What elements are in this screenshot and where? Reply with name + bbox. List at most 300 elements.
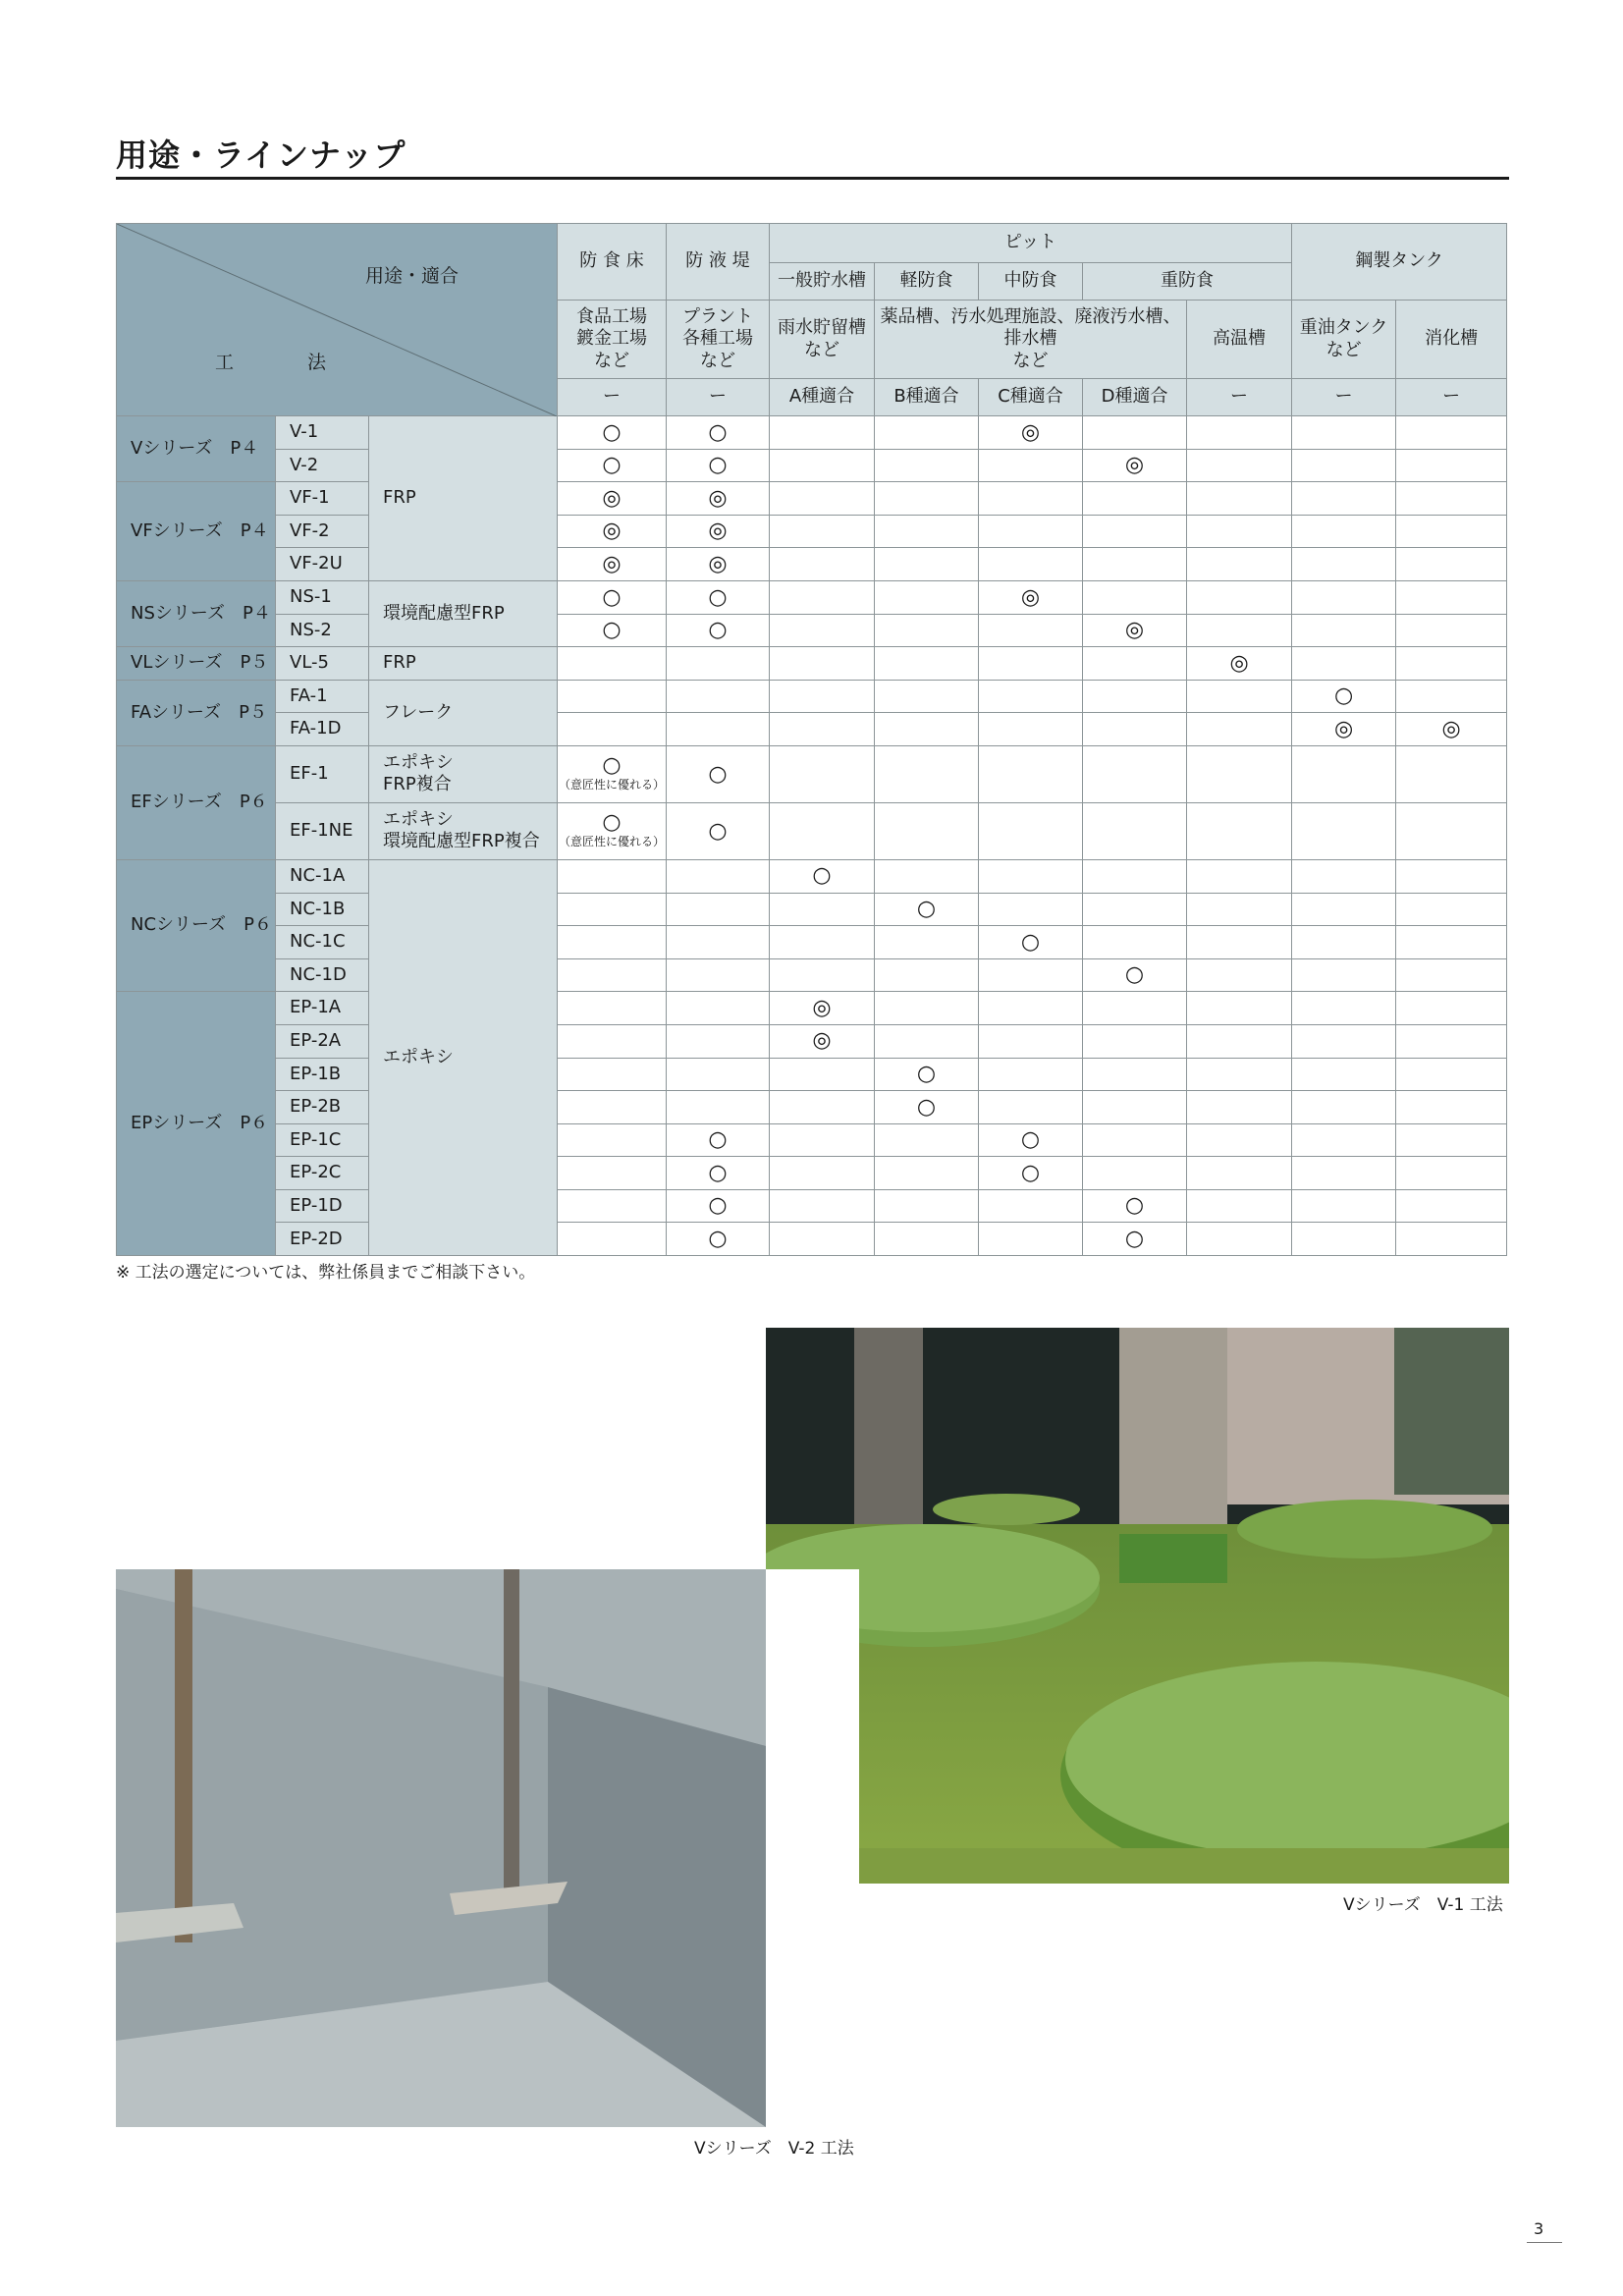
suitability-cell — [770, 416, 875, 450]
suitability-cell — [1083, 548, 1187, 581]
suitability-cell — [1292, 1123, 1396, 1157]
suitability-cell — [875, 515, 979, 548]
series-name: EFシリーズ P６ — [117, 745, 276, 859]
suitability-cell — [558, 1091, 667, 1124]
table-row — [117, 647, 1507, 681]
suitability-cell — [770, 1157, 875, 1190]
suitability-cell — [875, 1223, 979, 1256]
suitability-cell — [979, 647, 1083, 681]
circle-mark: ○ — [708, 1160, 728, 1185]
suitability-cell — [1187, 958, 1292, 992]
method-code: EP-2B — [276, 1091, 369, 1124]
suitability-cell — [1083, 647, 1187, 681]
suitability-cell — [770, 1223, 875, 1256]
suitability-cell — [1292, 449, 1396, 482]
double-circle-mark: ◎ — [1333, 716, 1354, 741]
suitability-cell — [1083, 926, 1187, 959]
suitability-cell — [1292, 1157, 1396, 1190]
design-note: （意匠性に優れる） — [559, 835, 666, 849]
suitability-cell — [770, 1123, 875, 1157]
material-type: 環境配慮型FRP — [369, 580, 558, 646]
method-code: VF-2 — [276, 515, 369, 548]
circle-mark: ○ — [1124, 1193, 1145, 1219]
suitability-cell — [667, 449, 770, 482]
table-row — [117, 893, 1507, 926]
suitability-cell — [1187, 680, 1292, 713]
suitability-cell — [1396, 893, 1507, 926]
suitability-cell — [1292, 802, 1396, 859]
double-circle-mark: ◎ — [708, 519, 728, 544]
table-row — [117, 958, 1507, 992]
lineup-table-body — [117, 224, 1507, 1256]
example-koon: 高温槽 — [1187, 301, 1292, 379]
method-code: NC-1D — [276, 958, 369, 992]
suitability-cell — [875, 958, 979, 992]
suitability-cell — [558, 859, 667, 893]
suitability-cell — [875, 745, 979, 802]
circle-mark: ○ — [1124, 1227, 1145, 1252]
table-row — [117, 548, 1507, 581]
suitability-cell — [1396, 580, 1507, 614]
method-code: V-2 — [276, 449, 369, 482]
page-title: 用途・ラインナップ — [116, 137, 406, 174]
circle-mark: ○ — [1333, 683, 1354, 709]
table-row — [117, 1123, 1507, 1157]
double-circle-mark: ◎ — [602, 551, 622, 576]
method-code: V-1 — [276, 416, 369, 450]
circle-mark: ○ — [1124, 962, 1145, 988]
suitability-cell — [1292, 1223, 1396, 1256]
suitability-cell — [979, 1058, 1083, 1091]
suitability-cell — [1292, 926, 1396, 959]
page-number-rule — [1527, 2242, 1562, 2243]
suitability-cell — [875, 416, 979, 450]
suitability-cell — [1292, 580, 1396, 614]
suitability-cell — [770, 1091, 875, 1124]
circle-mark: ○ — [602, 453, 622, 478]
table-row — [117, 1223, 1507, 1256]
suitability-cell — [1396, 1123, 1507, 1157]
suitability-cell — [875, 1189, 979, 1223]
double-circle-mark: ◎ — [1124, 618, 1145, 643]
circle-mark: ○ — [602, 752, 622, 778]
method-code: VF-1 — [276, 482, 369, 516]
suitability-cell — [1396, 1189, 1507, 1223]
suitability-cell — [1187, 1123, 1292, 1157]
suitability-cell — [667, 1223, 770, 1256]
suitability-cell — [1187, 580, 1292, 614]
suitability-cell — [1187, 1189, 1292, 1223]
suitability-cell — [770, 515, 875, 548]
suitability-cell — [1396, 548, 1507, 581]
suitability-cell — [875, 859, 979, 893]
series-name: VLシリーズ P５ — [117, 647, 276, 681]
method-code: NS-1 — [276, 580, 369, 614]
suitability-cell — [558, 802, 667, 859]
double-circle-mark: ◎ — [1020, 419, 1041, 445]
suitability-cell — [875, 893, 979, 926]
suitability-cell — [667, 859, 770, 893]
table-row — [117, 1157, 1507, 1190]
suitability-cell — [667, 893, 770, 926]
suitability-cell — [667, 1157, 770, 1190]
suitability-cell — [1187, 449, 1292, 482]
suitability-cell — [558, 992, 667, 1025]
suitability-cell — [1292, 680, 1396, 713]
suitability-cell — [979, 1157, 1083, 1190]
suitability-cell — [770, 1189, 875, 1223]
grade-cell: ー — [558, 379, 667, 416]
suitability-cell — [1292, 1189, 1396, 1223]
suitability-cell — [667, 992, 770, 1025]
method-code: NS-2 — [276, 614, 369, 647]
suitability-cell — [1396, 449, 1507, 482]
double-circle-mark: ◎ — [1441, 716, 1461, 741]
suitability-cell — [979, 992, 1083, 1025]
lineup-table — [116, 223, 1507, 1256]
table-row — [117, 580, 1507, 614]
suitability-cell — [875, 1123, 979, 1157]
suitability-cell — [875, 580, 979, 614]
circle-mark: ○ — [602, 584, 622, 610]
suitability-cell — [979, 859, 1083, 893]
suitability-cell — [875, 482, 979, 516]
material-type: フレーク — [369, 680, 558, 745]
method-code: NC-1A — [276, 859, 369, 893]
circle-mark: ○ — [708, 618, 728, 643]
circle-mark: ○ — [1020, 1160, 1041, 1185]
suitability-cell — [875, 449, 979, 482]
suitability-cell — [1396, 416, 1507, 450]
suitability-cell — [770, 614, 875, 647]
design-note: （意匠性に優れる） — [559, 778, 666, 793]
table-row — [117, 449, 1507, 482]
suitability-cell — [1396, 680, 1507, 713]
header-pit-ippan: 一般貯水槽 — [770, 263, 875, 301]
photo-v2-caption: Vシリーズ V-2 工法 — [694, 2139, 854, 2159]
suitability-cell — [558, 926, 667, 959]
suitability-cell — [667, 416, 770, 450]
circle-mark: ○ — [708, 761, 728, 787]
suitability-cell — [1187, 1058, 1292, 1091]
method-code: EP-1B — [276, 1058, 369, 1091]
suitability-cell — [1292, 548, 1396, 581]
suitability-cell — [558, 1058, 667, 1091]
suitability-cell — [770, 926, 875, 959]
suitability-cell — [979, 515, 1083, 548]
circle-mark: ○ — [602, 809, 622, 835]
suitability-cell — [1396, 1058, 1507, 1091]
suitability-cell — [1083, 1189, 1187, 1223]
suitability-cell — [667, 1024, 770, 1058]
header-bousyoku: 防 食 床 — [558, 224, 667, 301]
method-code: EP-1D — [276, 1189, 369, 1223]
suitability-cell — [979, 1123, 1083, 1157]
circle-mark: ○ — [708, 419, 728, 445]
suitability-cell — [667, 802, 770, 859]
suitability-cell — [1083, 515, 1187, 548]
suitability-cell — [667, 647, 770, 681]
suitability-cell — [1187, 647, 1292, 681]
method-code: EP-2A — [276, 1024, 369, 1058]
double-circle-mark: ◎ — [602, 485, 622, 511]
series-name: VFシリーズ P４ — [117, 482, 276, 581]
suitability-cell — [1083, 680, 1187, 713]
series-name: FAシリーズ P５ — [117, 680, 276, 745]
suitability-cell — [770, 482, 875, 516]
suitability-cell — [1396, 713, 1507, 746]
series-name: EPシリーズ P６ — [117, 992, 276, 1256]
suitability-cell — [1292, 1058, 1396, 1091]
suitability-cell — [667, 515, 770, 548]
circle-mark: ○ — [916, 1062, 937, 1087]
suitability-cell — [558, 647, 667, 681]
suitability-cell — [979, 680, 1083, 713]
suitability-cell — [558, 893, 667, 926]
suitability-cell — [1292, 958, 1396, 992]
suitability-cell — [1083, 1223, 1187, 1256]
suitability-cell — [1396, 482, 1507, 516]
suitability-cell — [667, 1091, 770, 1124]
double-circle-mark: ◎ — [708, 485, 728, 511]
suitability-cell — [1292, 893, 1396, 926]
suitability-cell — [558, 713, 667, 746]
suitability-cell — [558, 482, 667, 516]
suitability-cell — [979, 1223, 1083, 1256]
method-code: EP-2C — [276, 1157, 369, 1190]
circle-mark: ○ — [916, 897, 937, 922]
material-type: FRP — [369, 647, 558, 681]
corner-label-method: 工 法 — [215, 352, 354, 373]
page-number: 3 — [1534, 2219, 1544, 2238]
title-rule — [116, 177, 1509, 180]
method-code: EF-1NE — [276, 802, 369, 859]
corner-label-usage: 用途・適合 — [365, 265, 460, 287]
suitability-cell — [770, 859, 875, 893]
circle-mark: ○ — [812, 863, 832, 889]
circle-mark: ○ — [1020, 1127, 1041, 1153]
suitability-cell — [1187, 992, 1292, 1025]
table-row — [117, 802, 1507, 859]
suitability-cell — [1083, 992, 1187, 1025]
suitability-cell — [1187, 1024, 1292, 1058]
table-row — [117, 926, 1507, 959]
suitability-cell — [667, 1123, 770, 1157]
suitability-cell — [875, 802, 979, 859]
suitability-cell — [979, 1189, 1083, 1223]
photo-v1-caption: Vシリーズ V-1 工法 — [1343, 1895, 1503, 1915]
suitability-cell — [770, 1058, 875, 1091]
suitability-cell — [979, 958, 1083, 992]
material-type: FRP — [369, 416, 558, 581]
suitability-cell — [1083, 1058, 1187, 1091]
header-corner — [117, 224, 558, 416]
suitability-cell — [1292, 859, 1396, 893]
method-code: EF-1 — [276, 745, 369, 802]
suitability-cell — [558, 680, 667, 713]
photo-v2 — [116, 1569, 859, 2127]
suitability-cell — [1396, 926, 1507, 959]
suitability-cell — [1396, 1091, 1507, 1124]
circle-mark: ○ — [708, 584, 728, 610]
suitability-cell — [1083, 1157, 1187, 1190]
suitability-cell — [979, 745, 1083, 802]
double-circle-mark: ◎ — [812, 995, 832, 1020]
grade-cell: C種適合 — [979, 379, 1083, 416]
method-code: EP-1C — [276, 1123, 369, 1157]
circle-mark: ○ — [1020, 929, 1041, 955]
example-jyuyu: 重油タンク など — [1292, 301, 1396, 379]
material-type: エポキシ 環境配慮型FRP複合 — [369, 802, 558, 859]
suitability-cell — [979, 1024, 1083, 1058]
suitability-cell — [1083, 802, 1187, 859]
example-bousyoku: 食品工場 鍍金工場 など — [558, 301, 667, 379]
suitability-cell — [1187, 416, 1292, 450]
suitability-cell — [1396, 992, 1507, 1025]
suitability-cell — [1187, 482, 1292, 516]
table-row — [117, 482, 1507, 516]
suitability-cell — [1396, 1024, 1507, 1058]
suitability-cell — [1292, 992, 1396, 1025]
suitability-cell — [875, 713, 979, 746]
circle-mark: ○ — [708, 818, 728, 844]
suitability-cell — [1187, 893, 1292, 926]
suitability-cell — [667, 680, 770, 713]
suitability-cell — [558, 416, 667, 450]
table-row — [117, 859, 1507, 893]
grade-cell: B種適合 — [875, 379, 979, 416]
example-boueki: プラント 各種工場 など — [667, 301, 770, 379]
suitability-cell — [1396, 802, 1507, 859]
suitability-cell — [1396, 647, 1507, 681]
suitability-cell — [558, 548, 667, 581]
material-type: エポキシ — [369, 859, 558, 1255]
suitability-cell — [1083, 1123, 1187, 1157]
circle-mark: ○ — [602, 419, 622, 445]
suitability-cell — [770, 802, 875, 859]
suitability-cell — [1396, 745, 1507, 802]
series-name: Vシリーズ P４ — [117, 416, 276, 482]
circle-mark: ○ — [916, 1094, 937, 1120]
suitability-cell — [1396, 859, 1507, 893]
suitability-cell — [558, 1123, 667, 1157]
header-pit-kei: 軽防食 — [875, 263, 979, 301]
suitability-cell — [1083, 580, 1187, 614]
suitability-cell — [1187, 859, 1292, 893]
method-code: NC-1C — [276, 926, 369, 959]
suitability-cell — [1187, 745, 1292, 802]
suitability-cell — [1187, 548, 1292, 581]
example-mid: 薬品槽、汚水処理施設、廃液汚水槽、 排水槽 など — [875, 301, 1187, 379]
grade-cell: ー — [1187, 379, 1292, 416]
suitability-cell — [770, 647, 875, 681]
suitability-cell — [667, 614, 770, 647]
suitability-cell — [667, 548, 770, 581]
suitability-cell — [667, 580, 770, 614]
suitability-cell — [770, 580, 875, 614]
suitability-cell — [558, 745, 667, 802]
suitability-cell — [875, 680, 979, 713]
suitability-cell — [770, 449, 875, 482]
suitability-cell — [1083, 614, 1187, 647]
header-pit: ピット — [770, 224, 1292, 263]
header-pit-ju: 重防食 — [1083, 263, 1292, 301]
suitability-cell — [1187, 1223, 1292, 1256]
method-code: EP-2D — [276, 1223, 369, 1256]
table-row — [117, 1091, 1507, 1124]
suitability-cell — [558, 1223, 667, 1256]
suitability-cell — [1292, 647, 1396, 681]
series-name: NCシリーズ P６ — [117, 859, 276, 991]
header-boueki: 防 液 堤 — [667, 224, 770, 301]
suitability-cell — [1292, 1091, 1396, 1124]
double-circle-mark: ◎ — [1124, 453, 1145, 478]
suitability-cell — [875, 647, 979, 681]
suitability-cell — [770, 745, 875, 802]
grade-cell: ー — [1396, 379, 1507, 416]
suitability-cell — [1187, 1091, 1292, 1124]
method-code: FA-1D — [276, 713, 369, 746]
suitability-cell — [667, 482, 770, 516]
suitability-cell — [1083, 745, 1187, 802]
grade-cell: ー — [1292, 379, 1396, 416]
suitability-cell — [770, 680, 875, 713]
suitability-cell — [1292, 713, 1396, 746]
suitability-cell — [1083, 859, 1187, 893]
suitability-cell — [1396, 1223, 1507, 1256]
table-row — [117, 745, 1507, 802]
table-row — [117, 992, 1507, 1025]
suitability-cell — [979, 893, 1083, 926]
suitability-cell — [979, 926, 1083, 959]
suitability-cell — [558, 515, 667, 548]
suitability-cell — [1187, 926, 1292, 959]
suitability-cell — [875, 1058, 979, 1091]
double-circle-mark: ◎ — [602, 519, 622, 544]
suitability-cell — [979, 802, 1083, 859]
series-name: NSシリーズ P４ — [117, 580, 276, 646]
table-row — [117, 515, 1507, 548]
circle-mark: ○ — [602, 618, 622, 643]
suitability-cell — [1187, 515, 1292, 548]
grade-cell: A種適合 — [770, 379, 875, 416]
circle-mark: ○ — [708, 453, 728, 478]
double-circle-mark: ◎ — [1020, 584, 1041, 610]
suitability-cell — [1187, 1157, 1292, 1190]
method-code: EP-1A — [276, 992, 369, 1025]
suitability-cell — [979, 614, 1083, 647]
circle-mark: ○ — [708, 1227, 728, 1252]
suitability-cell — [875, 926, 979, 959]
suitability-cell — [770, 1024, 875, 1058]
photo-v1 — [766, 1328, 1509, 1884]
corner-diagonal-line — [117, 224, 557, 416]
suitability-cell — [1083, 416, 1187, 450]
header-pit-chu: 中防食 — [979, 263, 1083, 301]
suitability-cell — [1292, 614, 1396, 647]
double-circle-mark: ◎ — [812, 1028, 832, 1054]
suitability-cell — [979, 713, 1083, 746]
suitability-cell — [667, 745, 770, 802]
suitability-cell — [667, 1058, 770, 1091]
suitability-cell — [770, 548, 875, 581]
example-ippan: 雨水貯留槽 など — [770, 301, 875, 379]
suitability-cell — [875, 992, 979, 1025]
footnote: ※ 工法の選定については、弊社係員までご相談下さい。 — [116, 1263, 536, 1283]
suitability-cell — [875, 614, 979, 647]
suitability-cell — [875, 1024, 979, 1058]
table-row — [117, 1189, 1507, 1223]
